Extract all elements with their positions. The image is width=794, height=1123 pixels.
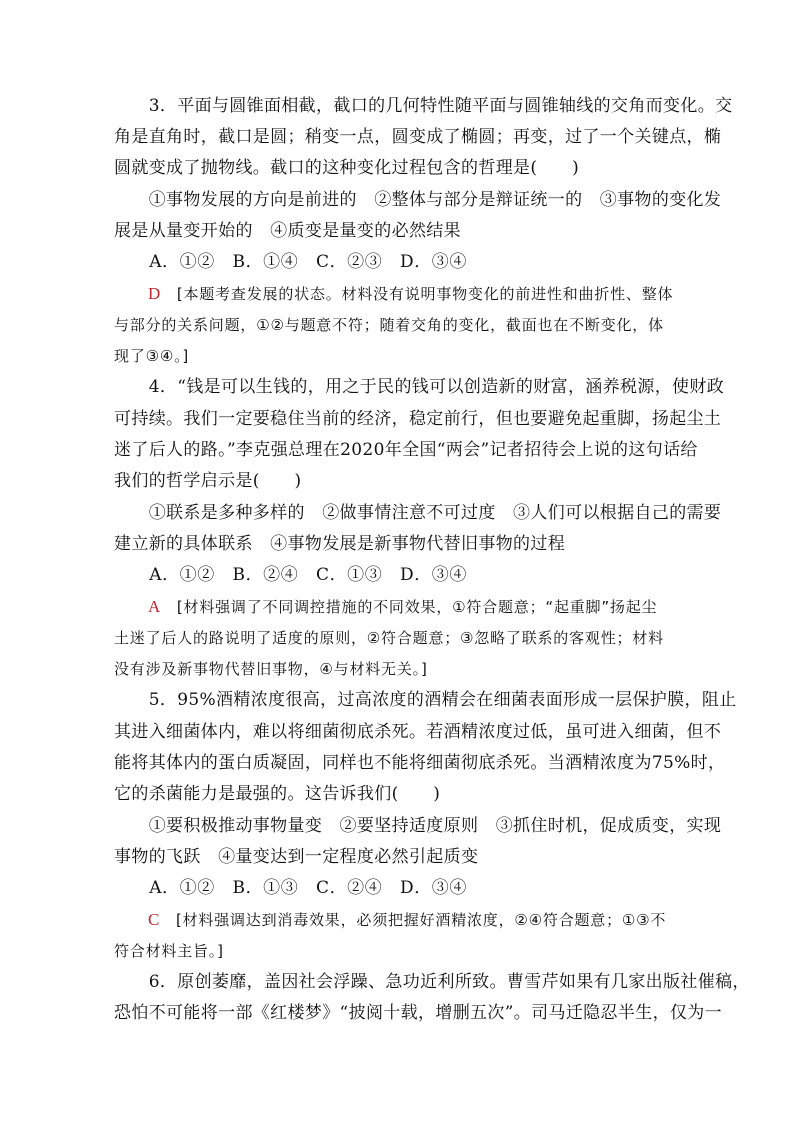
q4-explanation-3: 没有涉及新事物代替旧事物，④与材料无关。] — [114, 660, 428, 678]
q5-stem-line-4: 它的杀菌能力是最强的。这告诉我们( ) — [114, 784, 441, 804]
q4-stem-line-2: 可持续。我们一定要稳住当前的经济，稳定前行，但也要避免起重脚，扬起尘土 — [114, 409, 722, 429]
q4-statements-line-2: 建立新的具体联系 ④事物发展是新事物代替旧事物的过程 — [114, 534, 566, 554]
q5-statements-line-2: 事物的飞跃 ④量变达到一定程度必然引起质变 — [114, 847, 479, 867]
q5-answer-line-1 — [114, 909, 666, 931]
q4-answer-line-1 — [114, 596, 657, 618]
q4-stem-line-3: 迷了后人的路。”李克强总理在2020年全国“两会”记者招待会上说的这句话给 — [114, 440, 698, 460]
q3-stem-line-3: 圆就变成了抛物线。截口的这种变化过程包含的哲理是( ) — [114, 158, 580, 178]
q3-statements-line-2: 展是从量变开始的 ④质变是量变的必然结果 — [114, 221, 461, 241]
q4-statements-line-1: ①联系是多种多样的 ②做事情注意不可过度 ③人们可以根据自己的需要 — [114, 503, 722, 523]
q3-options: A．①② B．①④ C．②③ D．③④ — [114, 252, 468, 272]
q5-explanation-1: [材料强调达到消毒效果，必须把握好酒精浓度，②④符合题意；①③不 — [160, 911, 667, 929]
q4-stem-line-1: 4．“钱是可以生钱的，用之于民的钱可以创造新的财富，涵养税源，使财政 — [114, 377, 725, 397]
q4-stem-line-4: 我们的哲学启示是( ) — [114, 471, 302, 491]
q5-stem-line-2: 其进入细菌体内，难以将细菌彻底杀死。若酒精浓度过低，虽可进入细菌，但不 — [114, 722, 722, 742]
q3-stem-line-1: 3．平面与圆锥面相截，截口的几何特性随平面与圆锥轴线的交角而变化。交 — [114, 96, 733, 116]
q3-statements-line-1: ①事物发展的方向是前进的 ②整体与部分是辩证统一的 ③事物的变化发 — [114, 190, 722, 210]
q6-stem-line-1: 6．原创萎靡，盖因社会浮躁、急功近利所致。曹雪芹如果有几家出版社催稿， — [114, 972, 750, 992]
q4-answer-letter: A — [148, 597, 162, 616]
q3-explanation-1: [本题考查发展的状态。材料没有说明事物变化的前进性和曲折性、整体 — [161, 285, 674, 303]
q3-stem-line-2: 角是直角时，截口是圆；稍变一点，圆变成了椭圆；再变，过了一个关键点，椭 — [114, 127, 722, 147]
q6-stem-line-2: 恐怕不可能将一部《红楼梦》“披阅十载，增删五次”。司马迁隐忍半生，仅为一 — [114, 1003, 722, 1023]
q5-stem-line-3: 能将其体内的蛋白质凝固，同样也不能将细菌彻底杀死。当酒精浓度为75%时， — [114, 753, 726, 773]
q5-statements-line-1: ①要积极推动事物量变 ②要坚持适度原则 ③抓住时机，促成质变，实现 — [114, 816, 722, 836]
q5-stem-line-1: 5．95%酒精浓度很高，过高浓度的酒精会在细菌表面形成一层保护膜，阻止 — [114, 690, 737, 710]
q5-answer-letter: C — [148, 910, 161, 929]
q4-explanation-1: [材料强调了不同调控措施的不同效果，①符合题意；“起重脚”扬起尘 — [161, 598, 658, 616]
q3-explanation-2: 与部分的关系问题，①②与题意不符；随着交角的变化，截面也在不断变化，体 — [114, 316, 664, 334]
q4-options: A．①② B．②④ C．①③ D．③④ — [114, 565, 468, 585]
q4-explanation-2: 土迷了后人的路说明了适度的原则，②符合题意；③忽略了联系的客观性；材料 — [114, 629, 664, 647]
q5-options: A．①② B．①③ C．②④ D．③④ — [114, 878, 468, 898]
q5-explanation-2: 符合材料主旨。] — [114, 942, 224, 960]
q3-explanation-3: 现了③④。] — [114, 347, 190, 365]
q3-answer-letter: D — [148, 284, 162, 303]
q3-answer-line-1 — [114, 283, 673, 305]
